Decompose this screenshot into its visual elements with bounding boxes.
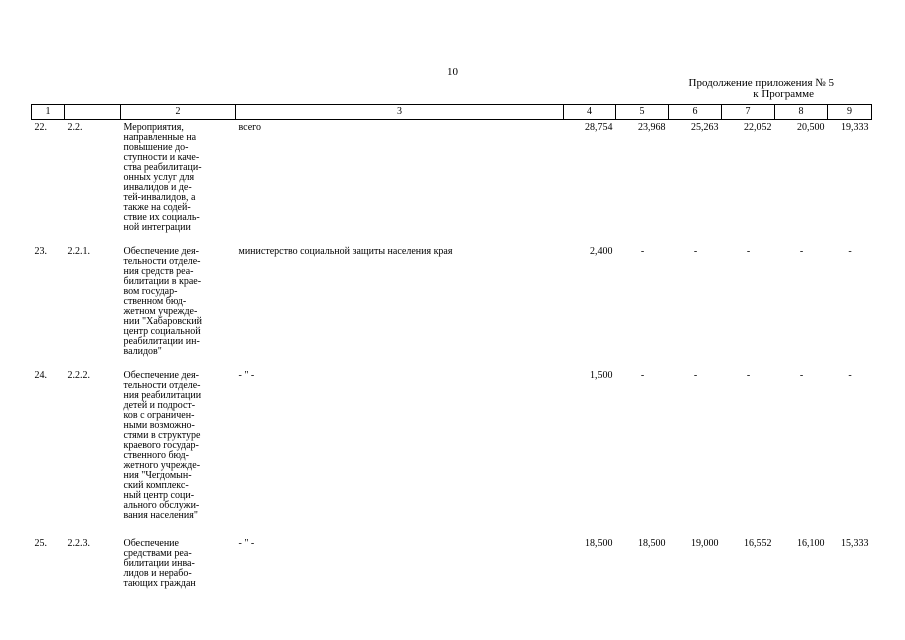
row-number: 22. [34, 122, 47, 133]
row-executor: всего [238, 122, 262, 133]
row-value-6: 25,263 [691, 122, 719, 133]
row-value-4: 1,500 [590, 369, 613, 381]
row-number: 24. [34, 369, 47, 381]
header-cell: 9 [828, 105, 872, 120]
row-value-7: 22,052 [744, 122, 772, 133]
row-number: 25. [34, 537, 47, 549]
row-code: 2.2. [67, 122, 83, 133]
continuation-note [689, 78, 834, 100]
header-cell: 8 [775, 105, 828, 120]
row-value-8: 16,100 [797, 537, 825, 549]
header-cell: 4 [564, 105, 616, 120]
row-executor: министерство социальной защиты населения края [238, 245, 453, 257]
continuation-line-2: к Программе [753, 88, 814, 100]
row-activity-name: Обеспечение дея- тельности отделе- ния реабилитации детей и подрост- ков с ограничен- ными возможно- стями в структуре краевого государ- ственного бюд- жетного учрежде- ния "Чегдомын- ский комплекс- ный центр соци- ального обслужи- вания населения" [123, 369, 202, 521]
row-value-9: 15,333 [841, 537, 869, 549]
row-value-5: 18,500 [638, 537, 666, 549]
header-cell: 3 [236, 105, 564, 120]
header-cell: 6 [669, 105, 722, 120]
row-number: 23. [34, 245, 47, 257]
row-value-5: 23,968 [638, 122, 666, 133]
row-value-6: - [693, 245, 698, 257]
row-activity-name: Мероприятия, направленные на повышение до- ступности и каче- ства реабилитаци- онных услуг для инвалидов и де- тей-инвалидов, а также на содей- ствие их социаль- ной интеграции [123, 122, 202, 233]
program-table [31, 104, 872, 596]
header-cell: 1 [32, 105, 65, 120]
header-cell: 5 [616, 105, 669, 120]
row-value-9: 19,333 [841, 122, 869, 133]
row-value-8: 20,500 [797, 122, 825, 133]
row-value-7: - [746, 245, 751, 257]
row-executor: - " - [238, 369, 255, 381]
row-code: 2.2.2. [67, 369, 90, 381]
row-value-4: 28,754 [585, 122, 613, 133]
row-value-8: - [799, 245, 804, 257]
row-executor: - " - [238, 537, 255, 549]
row-value-4: 2,400 [590, 245, 613, 257]
table-row [32, 120, 872, 244]
row-value-6: 19,000 [691, 537, 719, 549]
row-value-6: - [693, 369, 698, 381]
row-value-7: - [746, 369, 751, 381]
row-value-7: 16,552 [744, 537, 772, 549]
header-row [32, 105, 872, 120]
row-code: 2.2.1. [67, 245, 90, 257]
row-value-9: - [848, 245, 852, 257]
row-activity-name: Обеспечение дея- тельности отделе- ния средств реа- билитации в крае- вом государ- ственном бюд- жетном учрежде- нии "Хабаровский центр социальной реабилитации ин- валидов" [123, 245, 202, 357]
header-cell: 2 [121, 105, 236, 120]
header-cell [65, 105, 121, 120]
row-code: 2.2.3. [67, 537, 90, 549]
row-value-8: - [799, 369, 804, 381]
row-value-9: - [848, 369, 852, 381]
row-value-5: - [640, 369, 645, 381]
continuation-line-1: Продолжение приложения № 5 [688, 77, 834, 89]
row-value-5: - [640, 245, 645, 257]
table-row [32, 536, 872, 596]
row-activity-name: Обеспечение средствами реа- билитации инва- лидов и нерабо- тающих граждан [123, 537, 196, 589]
page-number: 10 [447, 66, 458, 78]
table-row [32, 244, 872, 368]
row-value-4: 18,500 [585, 537, 613, 549]
header-cell: 7 [722, 105, 775, 120]
table-row [32, 368, 872, 536]
